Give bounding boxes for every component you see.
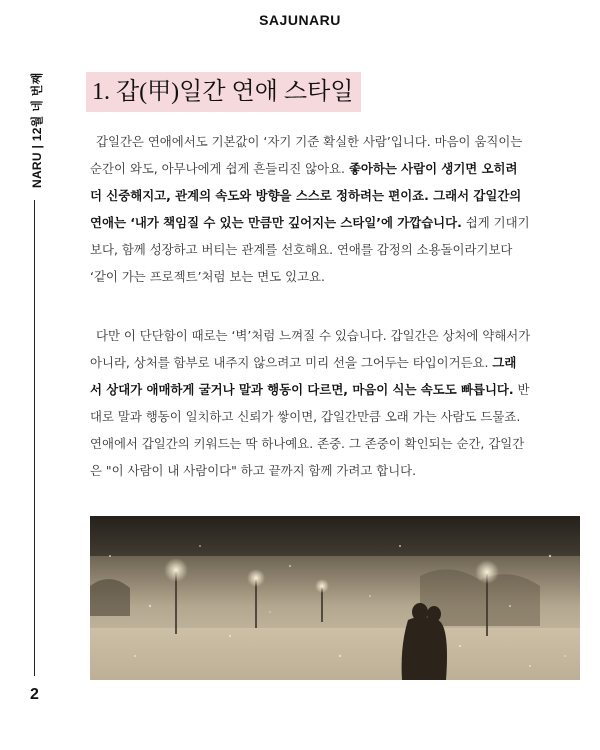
bold-text: 서 상대가 애매하게 굴거나 말과 행동이 다르면, 마음이 식는 속도도 빠릅니다. <box>90 382 514 397</box>
issue-label: NARU | 12월 네 번째 <box>30 72 44 188</box>
body-text: 다만 이 단단함이 때로는 ‘벽’처럼 느껴질 수 있습니다. 갑일간은 상처에 약해서가 <box>96 328 531 343</box>
bold-text: 그래 <box>492 355 517 370</box>
body-text: 보다, 함께 성장하고 버티는 관계를 선호해요. 연애를 감정의 소용돌이라기보다 <box>90 242 513 257</box>
body-text: 갑일간은 연애에서도 기본값이 ‘자기 기준 확실한 사람’입니다. 마음이 움직이는 <box>96 134 523 149</box>
bold-text: 연애는 ‘내가 책임질 수 있는 만큼만 깊어지는 스타일’에 가깝습니다. <box>90 215 462 230</box>
snow-night-photo <box>90 516 580 680</box>
paragraph-line <box>90 182 580 209</box>
paragraph-line <box>90 349 580 376</box>
paragraph-line <box>90 128 580 155</box>
section-heading: 1. 갑(甲)일간 연애 스타일 <box>86 72 361 112</box>
paragraph-line <box>90 322 580 349</box>
body-text: ‘같이 가는 프로젝트’처럼 보는 면도 있고요. <box>90 269 325 284</box>
body-text: 은 "이 사람이 내 사람이다" 하고 끝까지 함께 가려고 합니다. <box>90 463 417 478</box>
paragraph-line <box>90 209 580 236</box>
paragraph-line <box>90 155 580 182</box>
body-text: 아니라, 상처를 함부로 내주지 않으려고 미리 선을 그어두는 타입이거든요. <box>90 355 493 370</box>
paragraph-line <box>90 236 580 263</box>
body-text: 순간이 와도, 아무나에게 쉽게 흔들리진 않아요. <box>90 161 349 176</box>
bold-text: 좋아하는 사람이 생기면 오히려 <box>348 161 518 176</box>
paragraph-1 <box>90 128 580 290</box>
page-number: 2 <box>30 686 39 703</box>
paragraph-line <box>90 376 580 403</box>
bold-text: 더 신중해지고, 관계의 속도와 방향을 스스로 정하려는 편이죠. 그래서 갑일간의 <box>90 188 522 203</box>
paragraph-line <box>90 263 580 290</box>
body-text: 반 <box>513 382 530 397</box>
paragraph-line <box>90 430 580 457</box>
side-divider <box>34 200 35 676</box>
paragraph-line <box>90 403 580 430</box>
body-text: 연애에서 갑일간의 키워드는 딱 하나예요. 존중. 그 존중이 확인되는 순간, 갑일간 <box>90 436 525 451</box>
body-text: 쉽게 기대기 <box>461 215 530 230</box>
paragraph-line <box>90 457 580 484</box>
brand-header: SAJUNARU <box>259 12 341 28</box>
paragraph-2 <box>90 322 580 484</box>
body-text: 대로 말과 행동이 일치하고 신뢰가 쌓이면, 갑일간만큼 오래 가는 사람도 드물죠. <box>90 409 521 424</box>
